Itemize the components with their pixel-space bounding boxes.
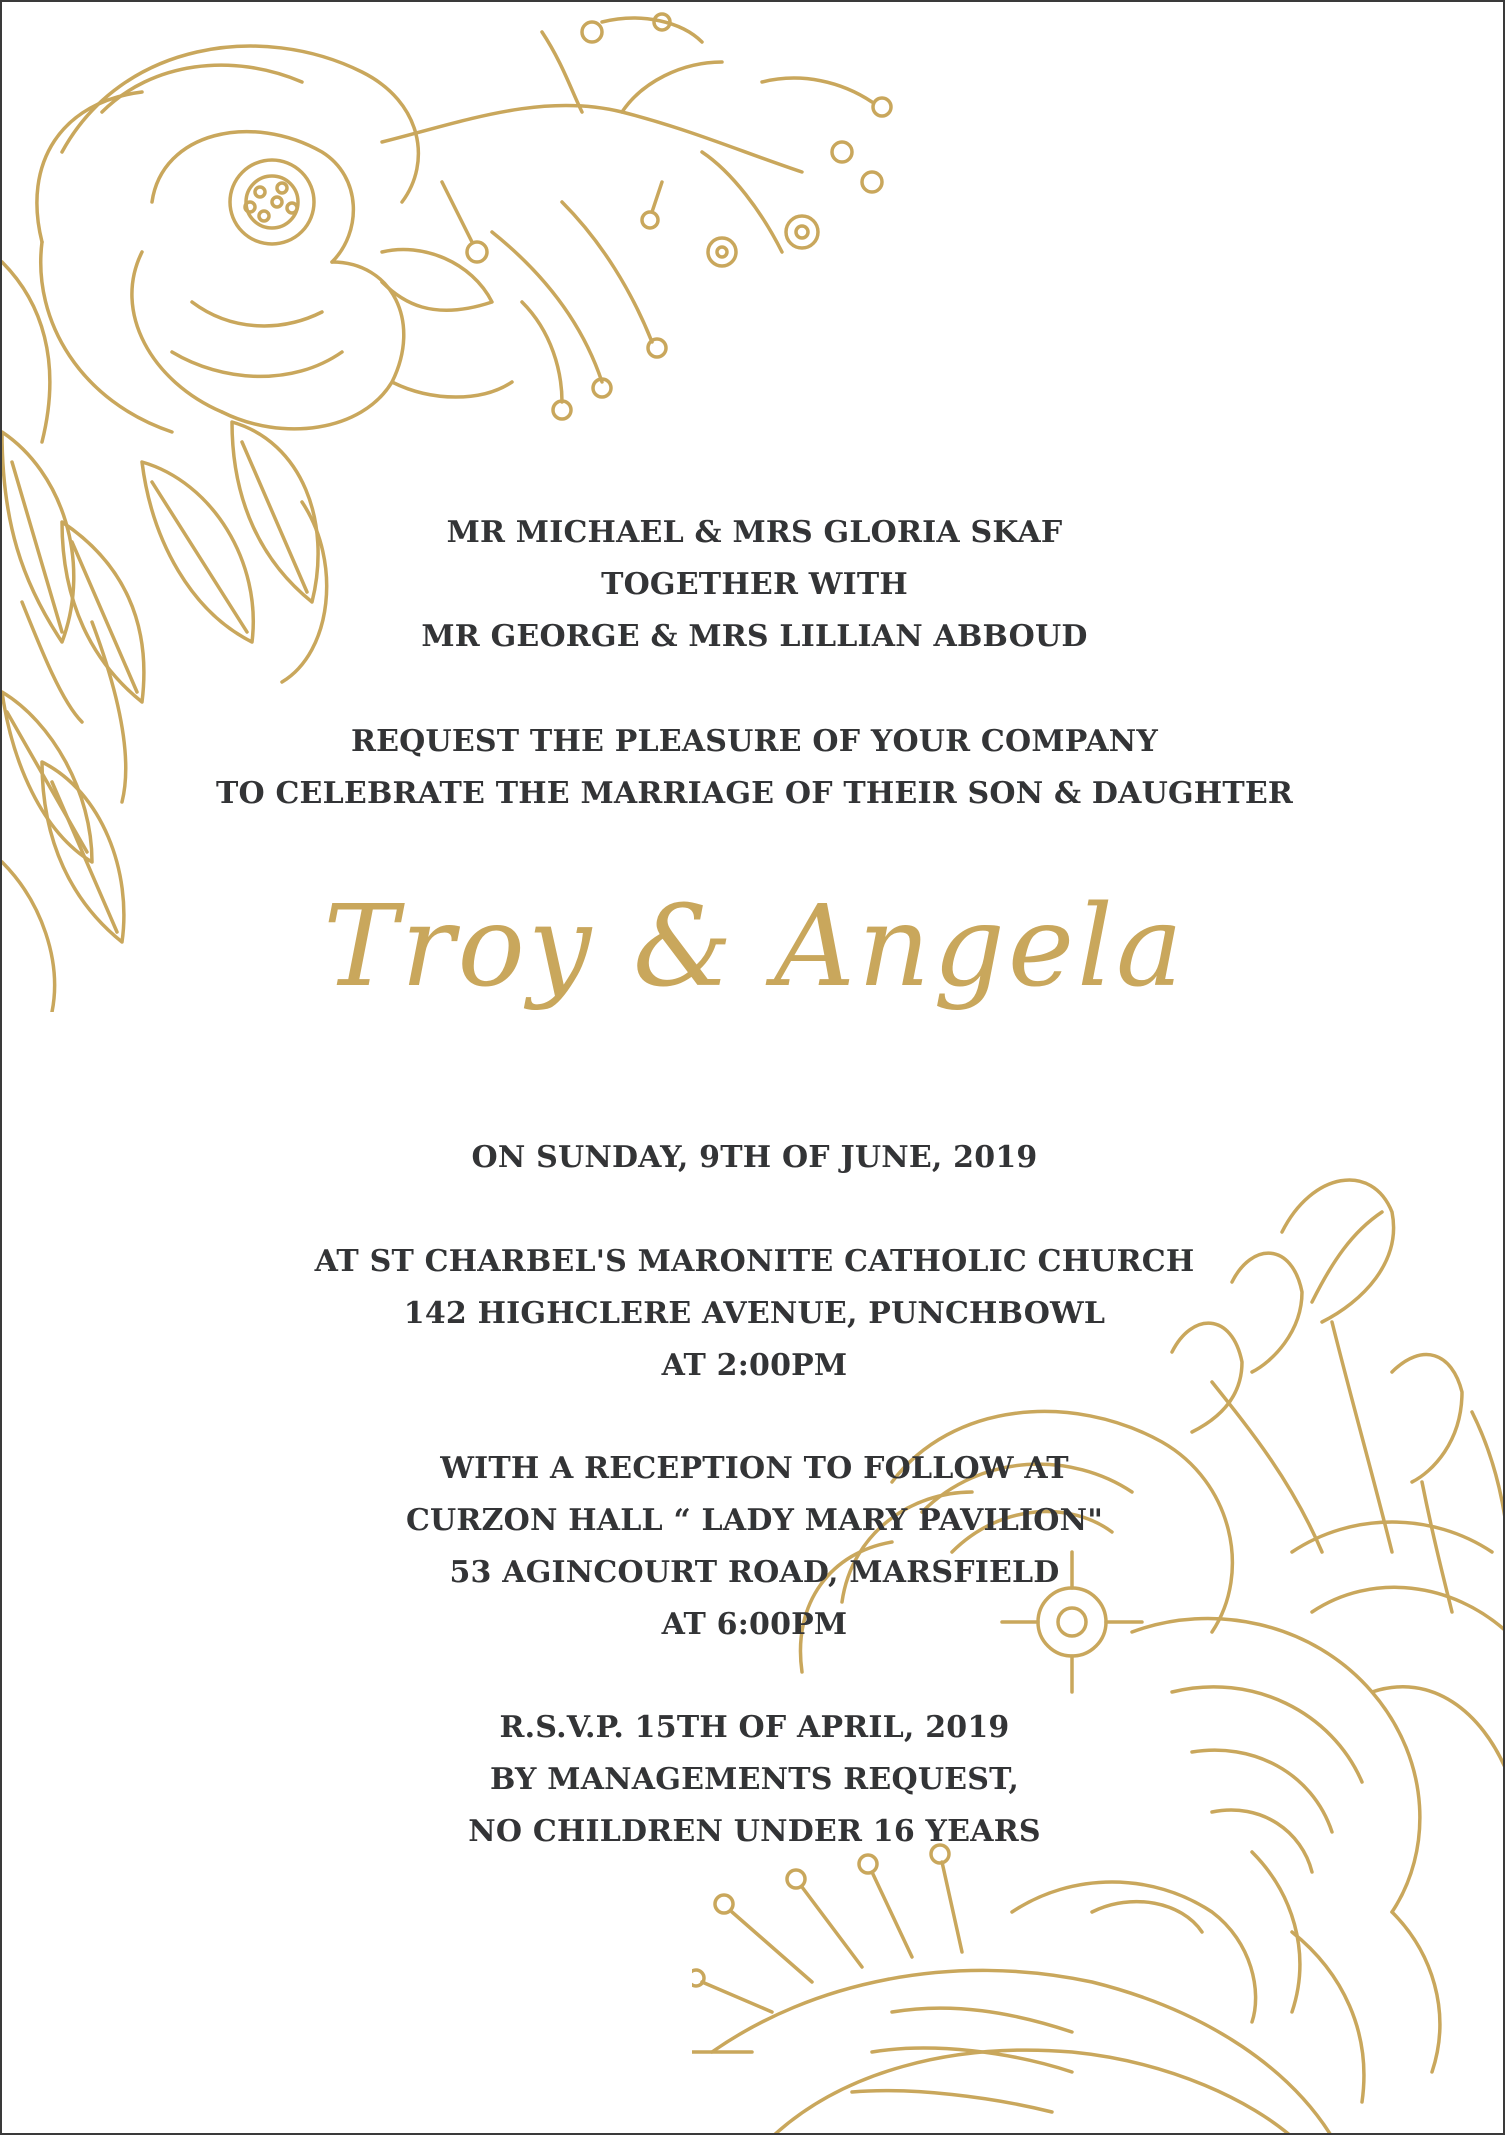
reception-line-2: CURZON HALL “ LADY MARY PAVILION" (405, 1503, 1104, 1538)
rsvp-line-2: BY MANAGEMENTS REQUEST, (490, 1762, 1019, 1797)
rsvp-block (2, 1702, 1505, 1858)
ceremony-line-3: AT 2:00PM (661, 1348, 848, 1383)
rsvp-line-3: NO CHILDREN UNDER 16 YEARS (468, 1814, 1041, 1849)
hosts-line-2: TOGETHER WITH (601, 567, 908, 602)
hosts-block (2, 507, 1505, 663)
reception-block (2, 1443, 1505, 1651)
couple-names: Troy & Angela (323, 882, 1186, 1012)
reception-line-3: 53 AGINCOURT ROAD, MARSFIELD (449, 1555, 1060, 1590)
ceremony-line-1: AT ST CHARBEL'S MARONITE CATHOLIC CHURCH (314, 1244, 1195, 1279)
request-block (2, 716, 1505, 820)
reception-line-1: WITH A RECEPTION TO FOLLOW AT (440, 1451, 1069, 1486)
date-block (2, 1132, 1505, 1184)
request-line-1: REQUEST THE PLEASURE OF YOUR COMPANY (350, 724, 1159, 759)
reception-line-4: AT 6:00PM (661, 1607, 848, 1642)
ceremony-line-2: 142 HIGHCLERE AVENUE, PUNCHBOWL (403, 1296, 1106, 1331)
ceremony-block (2, 1236, 1505, 1392)
hosts-line-3: MR GEORGE & MRS LILLIAN ABBOUD (421, 619, 1088, 654)
rsvp-line-1: R.S.V.P. 15TH OF APRIL, 2019 (499, 1710, 1010, 1745)
hosts-line-1: MR MICHAEL & MRS GLORIA SKAF (446, 515, 1063, 550)
date-line: ON SUNDAY, 9TH OF JUNE, 2019 (471, 1140, 1038, 1175)
request-line-2: TO CELEBRATE THE MARRIAGE OF THEIR SON & DAUGHTER (215, 776, 1294, 811)
